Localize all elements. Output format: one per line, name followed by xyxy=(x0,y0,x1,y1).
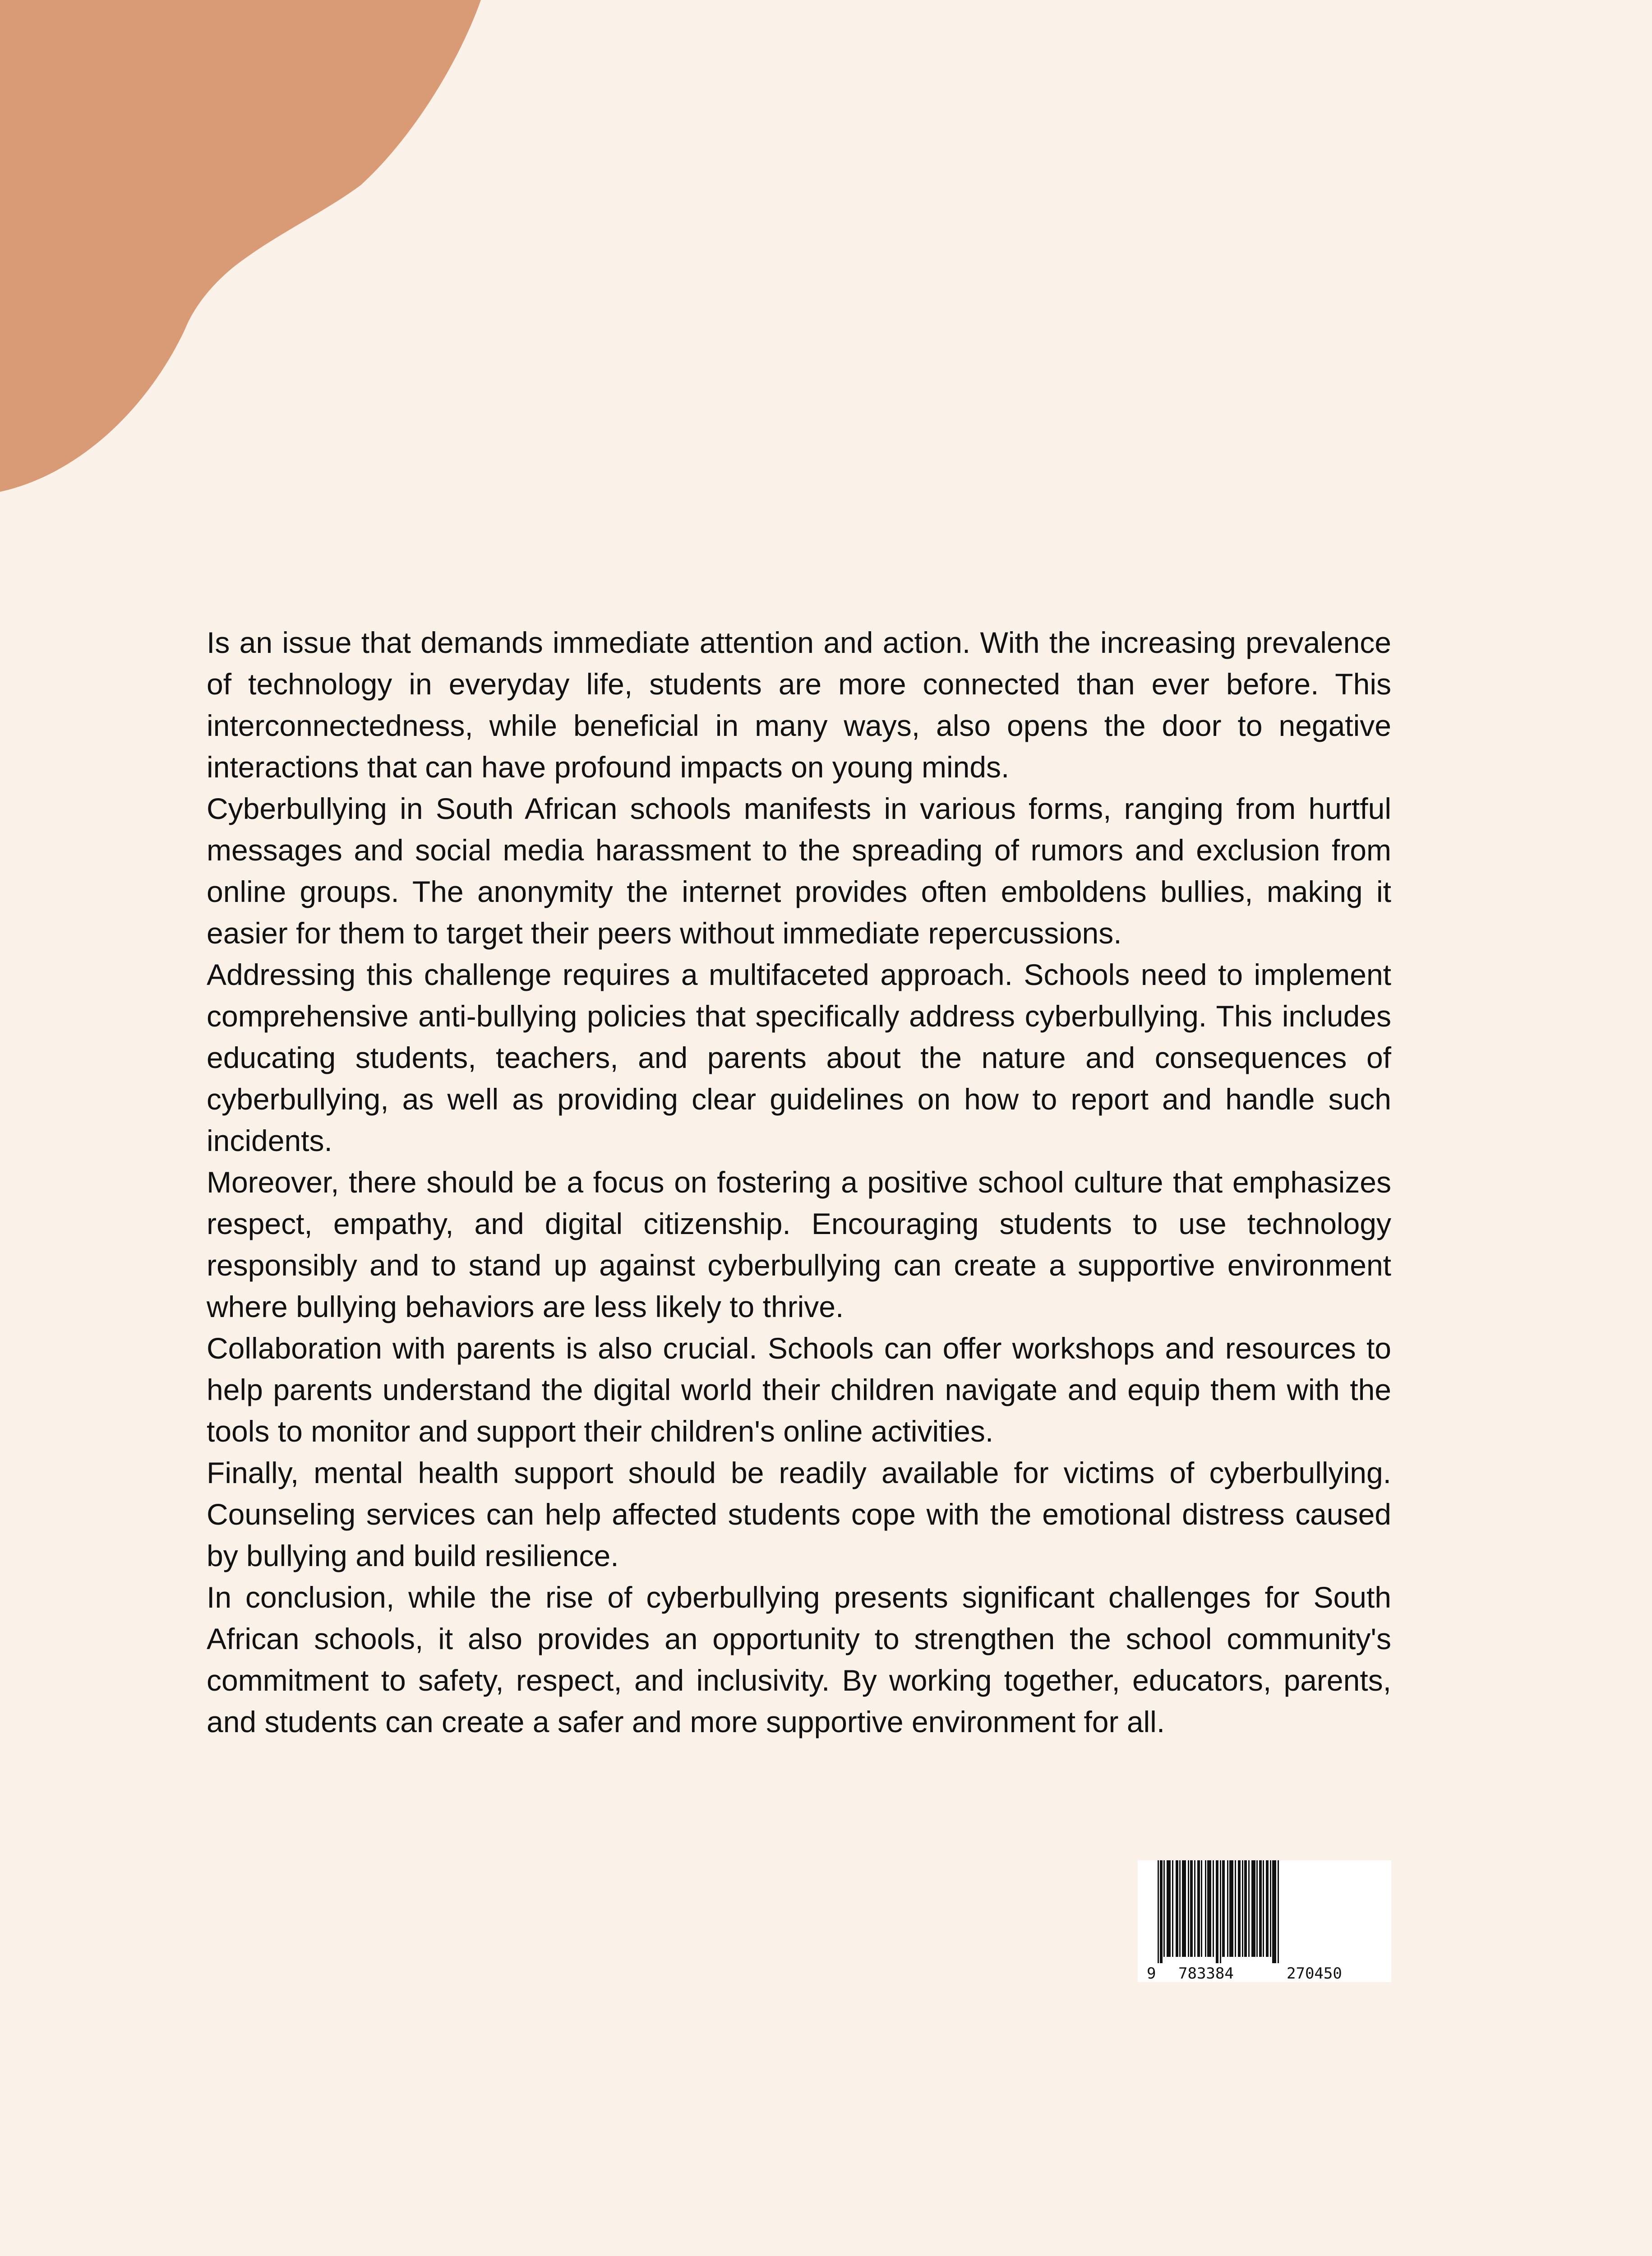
barcode-bar xyxy=(1201,1860,1202,1957)
barcode-bars xyxy=(1158,1860,1279,1963)
barcode-bar xyxy=(1188,1860,1189,1957)
paragraph-6: Finally, mental health support should be readily available for victims of cyberbullying. Counseling services can help affected students cope with the emotional distress caused by bullying and build resilience. xyxy=(207,1456,1391,1572)
barcode-bar xyxy=(1194,1860,1195,1957)
barcode-bar xyxy=(1256,1860,1258,1957)
barcode-bar xyxy=(1266,1860,1269,1957)
isbn-barcode xyxy=(1138,1860,1391,1982)
barcode-bar xyxy=(1182,1860,1186,1957)
barcode-bar xyxy=(1163,1860,1165,1957)
barcode-bar xyxy=(1244,1860,1247,1957)
barcode-bar xyxy=(1278,1860,1279,1963)
back-cover-text xyxy=(207,622,1391,1743)
barcode-bar xyxy=(1190,1860,1193,1957)
corner-blob-shape xyxy=(0,0,481,492)
barcode-bar xyxy=(1176,1860,1178,1957)
barcode-bar xyxy=(1259,1860,1262,1957)
barcode-bar xyxy=(1216,1860,1218,1963)
barcode-bar xyxy=(1251,1860,1255,1957)
paragraph-1: Is an issue that demands immediate attention and action. With the increasing prevalence of technology in everyday life, students are more connected than ever before. This interconnectedness, while beneficial in many ways, also opens the door to negative interactions that can have profound impacts on young minds. xyxy=(207,626,1391,784)
barcode-bar xyxy=(1160,1860,1163,1963)
barcode-bar xyxy=(1272,1860,1276,1963)
barcode-bar xyxy=(1229,1860,1233,1957)
barcode-left-digits: 783384 xyxy=(1178,1965,1234,1982)
barcode-bar xyxy=(1213,1860,1214,1957)
barcode-bar xyxy=(1172,1860,1173,1957)
barcode-bar xyxy=(1238,1860,1241,1957)
barcode-bar xyxy=(1235,1860,1236,1957)
barcode-bar xyxy=(1158,1860,1159,1963)
barcode-bar xyxy=(1197,1860,1200,1957)
barcode-right-digits: 270450 xyxy=(1287,1965,1342,1982)
paragraph-3: Addressing this challenge requires a multifaceted approach. Schools need to implement comprehensive anti-bullying policies that specifically address cyberbullying. This includes educating students, teachers, and parents about the nature and consequences of cyberbullying, as well as providing clear guidelines on how to report and handle such incidents. xyxy=(207,958,1391,1157)
barcode-bar xyxy=(1270,1860,1271,1957)
barcode-bar xyxy=(1207,1860,1211,1957)
paragraph-7: In conclusion, while the rise of cyberbullying presents significant challenges for South African schools, it also provides an opportunity to strengthen the school community's commitment to safety, respect, and inclusivity. By working together, educators, parents, and students can create a safer and more supportive environment for all. xyxy=(207,1581,1391,1738)
barcode-bar xyxy=(1248,1860,1250,1957)
barcode-bar xyxy=(1263,1860,1264,1957)
barcode-bar xyxy=(1205,1860,1206,1957)
barcode-bar xyxy=(1167,1860,1171,1957)
barcode-bar xyxy=(1242,1860,1243,1957)
barcode-bar xyxy=(1222,1860,1225,1957)
paragraph-4: Moreover, there should be a focus on fostering a positive school culture that emphasizes respect, empathy, and digital citizenship. Encouraging students to use technology responsibly and to stand up against cyberbullying can create a supportive environment where bullying behaviors are less likely to thrive. xyxy=(207,1165,1391,1323)
barcode-bar xyxy=(1227,1860,1228,1957)
decorative-corner-shape xyxy=(0,0,496,496)
barcode-bar xyxy=(1179,1860,1181,1957)
paragraph-2: Cyberbullying in South African schools manifests in various forms, ranging from hurtful messages and social media harassment to the spreading of rumors and exclusion from online groups. The anonymity the internet provides often emboldens bullies, making it easier for them to target their peers without immediate repercussions. xyxy=(207,792,1391,950)
barcode-bar xyxy=(1220,1860,1221,1963)
barcode-lead-digit: 9 xyxy=(1147,1965,1156,1982)
paragraph-5: Collaboration with parents is also crucial. Schools can offer workshops and resources to help parents understand the digital world their children navigate and equip them with the tools to monitor and support their children's online activities. xyxy=(207,1331,1391,1448)
